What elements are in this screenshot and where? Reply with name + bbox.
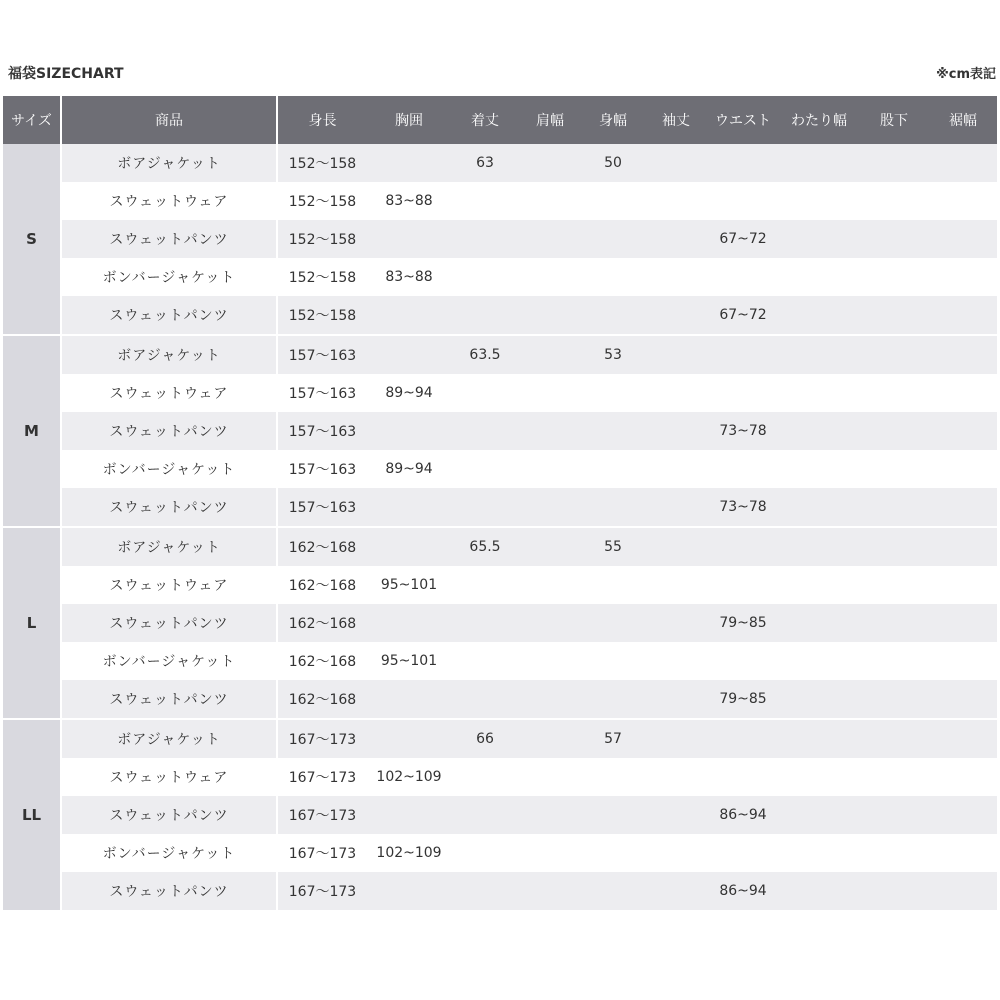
measurement-cell [519,796,581,834]
measurement-cell [581,182,645,220]
measurement-cell [581,450,645,488]
measurement-cell [519,642,581,680]
header-hem: 裾幅 [929,96,997,144]
measurement-cell [367,719,451,758]
measurement-cell [707,335,779,374]
measurement-cell [707,258,779,296]
measurement-cell [451,450,519,488]
measurement-cell: 66 [451,719,519,758]
measurement-cell: 53 [581,335,645,374]
measurement-cell [367,680,451,719]
measurement-cell [451,374,519,412]
measurement-cell [645,566,707,604]
product-name: ボンバージャケット [61,642,277,680]
measurement-cell: 157～163 [277,412,367,450]
measurement-cell [707,758,779,796]
measurement-cell: 152～158 [277,144,367,182]
measurement-cell [779,488,859,527]
measurement-cell [929,450,997,488]
measurement-cell: 95~101 [367,566,451,604]
measurement-cell: 86~94 [707,872,779,910]
measurement-cell [519,374,581,412]
page-title: 福袋SIZECHART [8,66,124,82]
measurement-cell [929,182,997,220]
table-row [3,834,997,872]
measurement-cell [519,834,581,872]
measurement-cell [451,412,519,450]
measurement-cell [519,335,581,374]
size-label: LL [3,719,61,910]
product-name: ボアジャケット [61,144,277,182]
measurement-cell [779,296,859,335]
measurement-cell [779,642,859,680]
table-row [3,680,997,719]
measurement-cell [859,604,929,642]
product-name: ボアジャケット [61,719,277,758]
measurement-cell [707,719,779,758]
measurement-cell [519,220,581,258]
measurement-cell [859,834,929,872]
measurement-cell [645,374,707,412]
measurement-cell [645,412,707,450]
measurement-cell [645,335,707,374]
measurement-cell [451,604,519,642]
measurement-cell [859,642,929,680]
unit-note: ※cm表記 [936,67,996,82]
table-row [3,335,997,374]
measurement-cell: 57 [581,719,645,758]
measurement-cell [929,488,997,527]
measurement-cell [519,680,581,719]
measurement-cell [581,220,645,258]
measurement-cell [581,296,645,335]
measurement-cell [367,604,451,642]
table-row [3,719,997,758]
measurement-cell: 167～173 [277,872,367,910]
measurement-cell [929,527,997,566]
measurement-cell [859,258,929,296]
measurement-cell [451,642,519,680]
measurement-cell: 50 [581,144,645,182]
header-waist: ウエスト [707,96,779,144]
measurement-cell [451,258,519,296]
header-sleeve: 袖丈 [645,96,707,144]
measurement-cell [929,834,997,872]
measurement-cell [859,719,929,758]
measurement-cell: 79~85 [707,604,779,642]
measurement-cell [581,834,645,872]
product-name: スウェットパンツ [61,296,277,335]
product-name: スウェットパンツ [61,412,277,450]
measurement-cell [859,374,929,412]
measurement-cell [859,758,929,796]
table-row [3,258,997,296]
measurement-cell [779,719,859,758]
measurement-cell [929,296,997,335]
measurement-cell [581,604,645,642]
measurement-cell [519,412,581,450]
measurement-cell [859,335,929,374]
header-body-width: 身幅 [581,96,645,144]
measurement-cell [645,719,707,758]
measurement-cell [645,796,707,834]
table-row [3,566,997,604]
header-length: 着丈 [451,96,519,144]
measurement-cell [929,758,997,796]
size-chart-table [3,96,997,910]
product-name: ボアジャケット [61,527,277,566]
product-name: スウェットウェア [61,182,277,220]
measurement-cell: 167～173 [277,796,367,834]
measurement-cell: 167～173 [277,719,367,758]
table-row [3,642,997,680]
product-name: スウェットパンツ [61,220,277,258]
measurement-cell: 157～163 [277,374,367,412]
table-row [3,374,997,412]
measurement-cell: 83~88 [367,182,451,220]
measurement-cell [779,527,859,566]
header-product: 商品 [61,96,277,144]
size-label: S [3,144,61,335]
measurement-cell [707,450,779,488]
table-row [3,527,997,566]
measurement-cell [519,758,581,796]
measurement-cell [645,182,707,220]
measurement-cell [581,412,645,450]
measurement-cell [451,488,519,527]
measurement-cell: 152～158 [277,182,367,220]
measurement-cell [859,527,929,566]
table-row [3,758,997,796]
measurement-cell [645,527,707,566]
measurement-cell: 162～168 [277,642,367,680]
measurement-cell [367,872,451,910]
header-row [3,96,997,144]
measurement-cell [929,566,997,604]
measurement-cell [929,872,997,910]
measurement-cell: 89~94 [367,450,451,488]
measurement-cell [451,758,519,796]
measurement-cell [929,796,997,834]
product-name: ボンバージャケット [61,450,277,488]
measurement-cell [707,834,779,872]
measurement-cell [519,182,581,220]
measurement-cell [367,296,451,335]
measurement-cell [779,680,859,719]
measurement-cell: 95~101 [367,642,451,680]
measurement-cell [367,220,451,258]
product-name: スウェットパンツ [61,796,277,834]
measurement-cell [929,642,997,680]
measurement-cell [779,182,859,220]
product-name: スウェットパンツ [61,680,277,719]
size-label: M [3,335,61,527]
measurement-cell [707,374,779,412]
measurement-cell [707,527,779,566]
measurement-cell [367,144,451,182]
measurement-cell [779,144,859,182]
measurement-cell [859,488,929,527]
header-shoulder: 肩幅 [519,96,581,144]
measurement-cell [929,374,997,412]
measurement-cell [581,758,645,796]
measurement-cell [367,335,451,374]
table-row [3,488,997,527]
table-row [3,450,997,488]
measurement-cell: 167～173 [277,834,367,872]
measurement-cell [859,796,929,834]
measurement-cell [929,719,997,758]
measurement-cell: 86~94 [707,796,779,834]
measurement-cell [451,566,519,604]
measurement-cell: 67~72 [707,296,779,335]
header-inseam: 股下 [859,96,929,144]
measurement-cell [581,680,645,719]
measurement-cell [645,220,707,258]
measurement-cell [451,834,519,872]
measurement-cell [779,374,859,412]
measurement-cell [859,566,929,604]
measurement-cell: 83~88 [367,258,451,296]
measurement-cell [707,642,779,680]
measurement-cell [929,604,997,642]
table-row [3,296,997,335]
measurement-cell [779,335,859,374]
measurement-cell: 73~78 [707,412,779,450]
measurement-cell: 162～168 [277,566,367,604]
header-size: サイズ [3,96,61,144]
measurement-cell [779,220,859,258]
measurement-cell [779,872,859,910]
measurement-cell [519,296,581,335]
measurement-cell [779,604,859,642]
product-name: ボンバージャケット [61,834,277,872]
measurement-cell [645,450,707,488]
product-name: ボアジャケット [61,335,277,374]
size-label: L [3,527,61,719]
measurement-cell [859,182,929,220]
measurement-cell [367,527,451,566]
measurement-cell [929,680,997,719]
measurement-cell [645,758,707,796]
measurement-cell: 167～173 [277,758,367,796]
header-thigh: わたり幅 [779,96,859,144]
measurement-cell [581,566,645,604]
measurement-cell: 65.5 [451,527,519,566]
measurement-cell [581,642,645,680]
measurement-cell: 157～163 [277,450,367,488]
measurement-cell [645,144,707,182]
measurement-cell: 102~109 [367,758,451,796]
measurement-cell [779,834,859,872]
measurement-cell [451,796,519,834]
measurement-cell: 152～158 [277,220,367,258]
product-name: スウェットパンツ [61,604,277,642]
product-name: スウェットウェア [61,566,277,604]
measurement-cell: 162～168 [277,680,367,719]
measurement-cell [779,450,859,488]
measurement-cell: 73~78 [707,488,779,527]
measurement-cell [929,335,997,374]
measurement-cell [451,220,519,258]
measurement-cell [645,488,707,527]
measurement-cell: 67~72 [707,220,779,258]
measurement-cell [581,796,645,834]
measurement-cell [519,719,581,758]
table-row [3,796,997,834]
measurement-cell [859,296,929,335]
measurement-cell [859,412,929,450]
measurement-cell: 55 [581,527,645,566]
measurement-cell: 157～163 [277,335,367,374]
measurement-cell [451,296,519,335]
measurement-cell [581,488,645,527]
measurement-cell [519,144,581,182]
measurement-cell [645,258,707,296]
measurement-cell [645,604,707,642]
table-row [3,220,997,258]
measurement-cell [451,182,519,220]
measurement-cell [707,566,779,604]
measurement-cell [859,220,929,258]
measurement-cell [859,450,929,488]
measurement-cell [929,220,997,258]
measurement-cell [929,144,997,182]
measurement-cell [451,872,519,910]
measurement-cell: 152～158 [277,296,367,335]
product-name: スウェットウェア [61,758,277,796]
measurement-cell: 157～163 [277,488,367,527]
measurement-cell [451,680,519,719]
measurement-cell [519,604,581,642]
measurement-cell [367,488,451,527]
measurement-cell [859,680,929,719]
measurement-cell [779,412,859,450]
product-name: スウェットウェア [61,374,277,412]
header-chest: 胸囲 [367,96,451,144]
measurement-cell: 162～168 [277,527,367,566]
header-height: 身長 [277,96,367,144]
measurement-cell [367,796,451,834]
table-row [3,872,997,910]
measurement-cell [779,758,859,796]
measurement-cell [367,412,451,450]
measurement-cell [581,258,645,296]
measurement-cell [519,872,581,910]
measurement-cell: 162～168 [277,604,367,642]
measurement-cell [645,680,707,719]
measurement-cell: 63 [451,144,519,182]
measurement-cell [707,144,779,182]
product-name: スウェットパンツ [61,488,277,527]
measurement-cell: 63.5 [451,335,519,374]
measurement-cell: 152～158 [277,258,367,296]
measurement-cell [645,296,707,335]
table-row [3,182,997,220]
measurement-cell [707,182,779,220]
measurement-cell [779,258,859,296]
measurement-cell [581,872,645,910]
product-name: ボンバージャケット [61,258,277,296]
measurement-cell: 102~109 [367,834,451,872]
table-row [3,412,997,450]
measurement-cell: 89~94 [367,374,451,412]
measurement-cell [645,642,707,680]
table-row [3,604,997,642]
measurement-cell [645,872,707,910]
measurement-cell [645,834,707,872]
product-name: スウェットパンツ [61,872,277,910]
measurement-cell [779,566,859,604]
measurement-cell [581,374,645,412]
measurement-cell: 79~85 [707,680,779,719]
measurement-cell [859,872,929,910]
measurement-cell [859,144,929,182]
measurement-cell [519,488,581,527]
measurement-cell [519,450,581,488]
measurement-cell [519,258,581,296]
size-chart-body [3,144,997,910]
measurement-cell [929,258,997,296]
measurement-cell [519,566,581,604]
measurement-cell [929,412,997,450]
measurement-cell [519,527,581,566]
table-row [3,144,997,182]
measurement-cell [779,796,859,834]
